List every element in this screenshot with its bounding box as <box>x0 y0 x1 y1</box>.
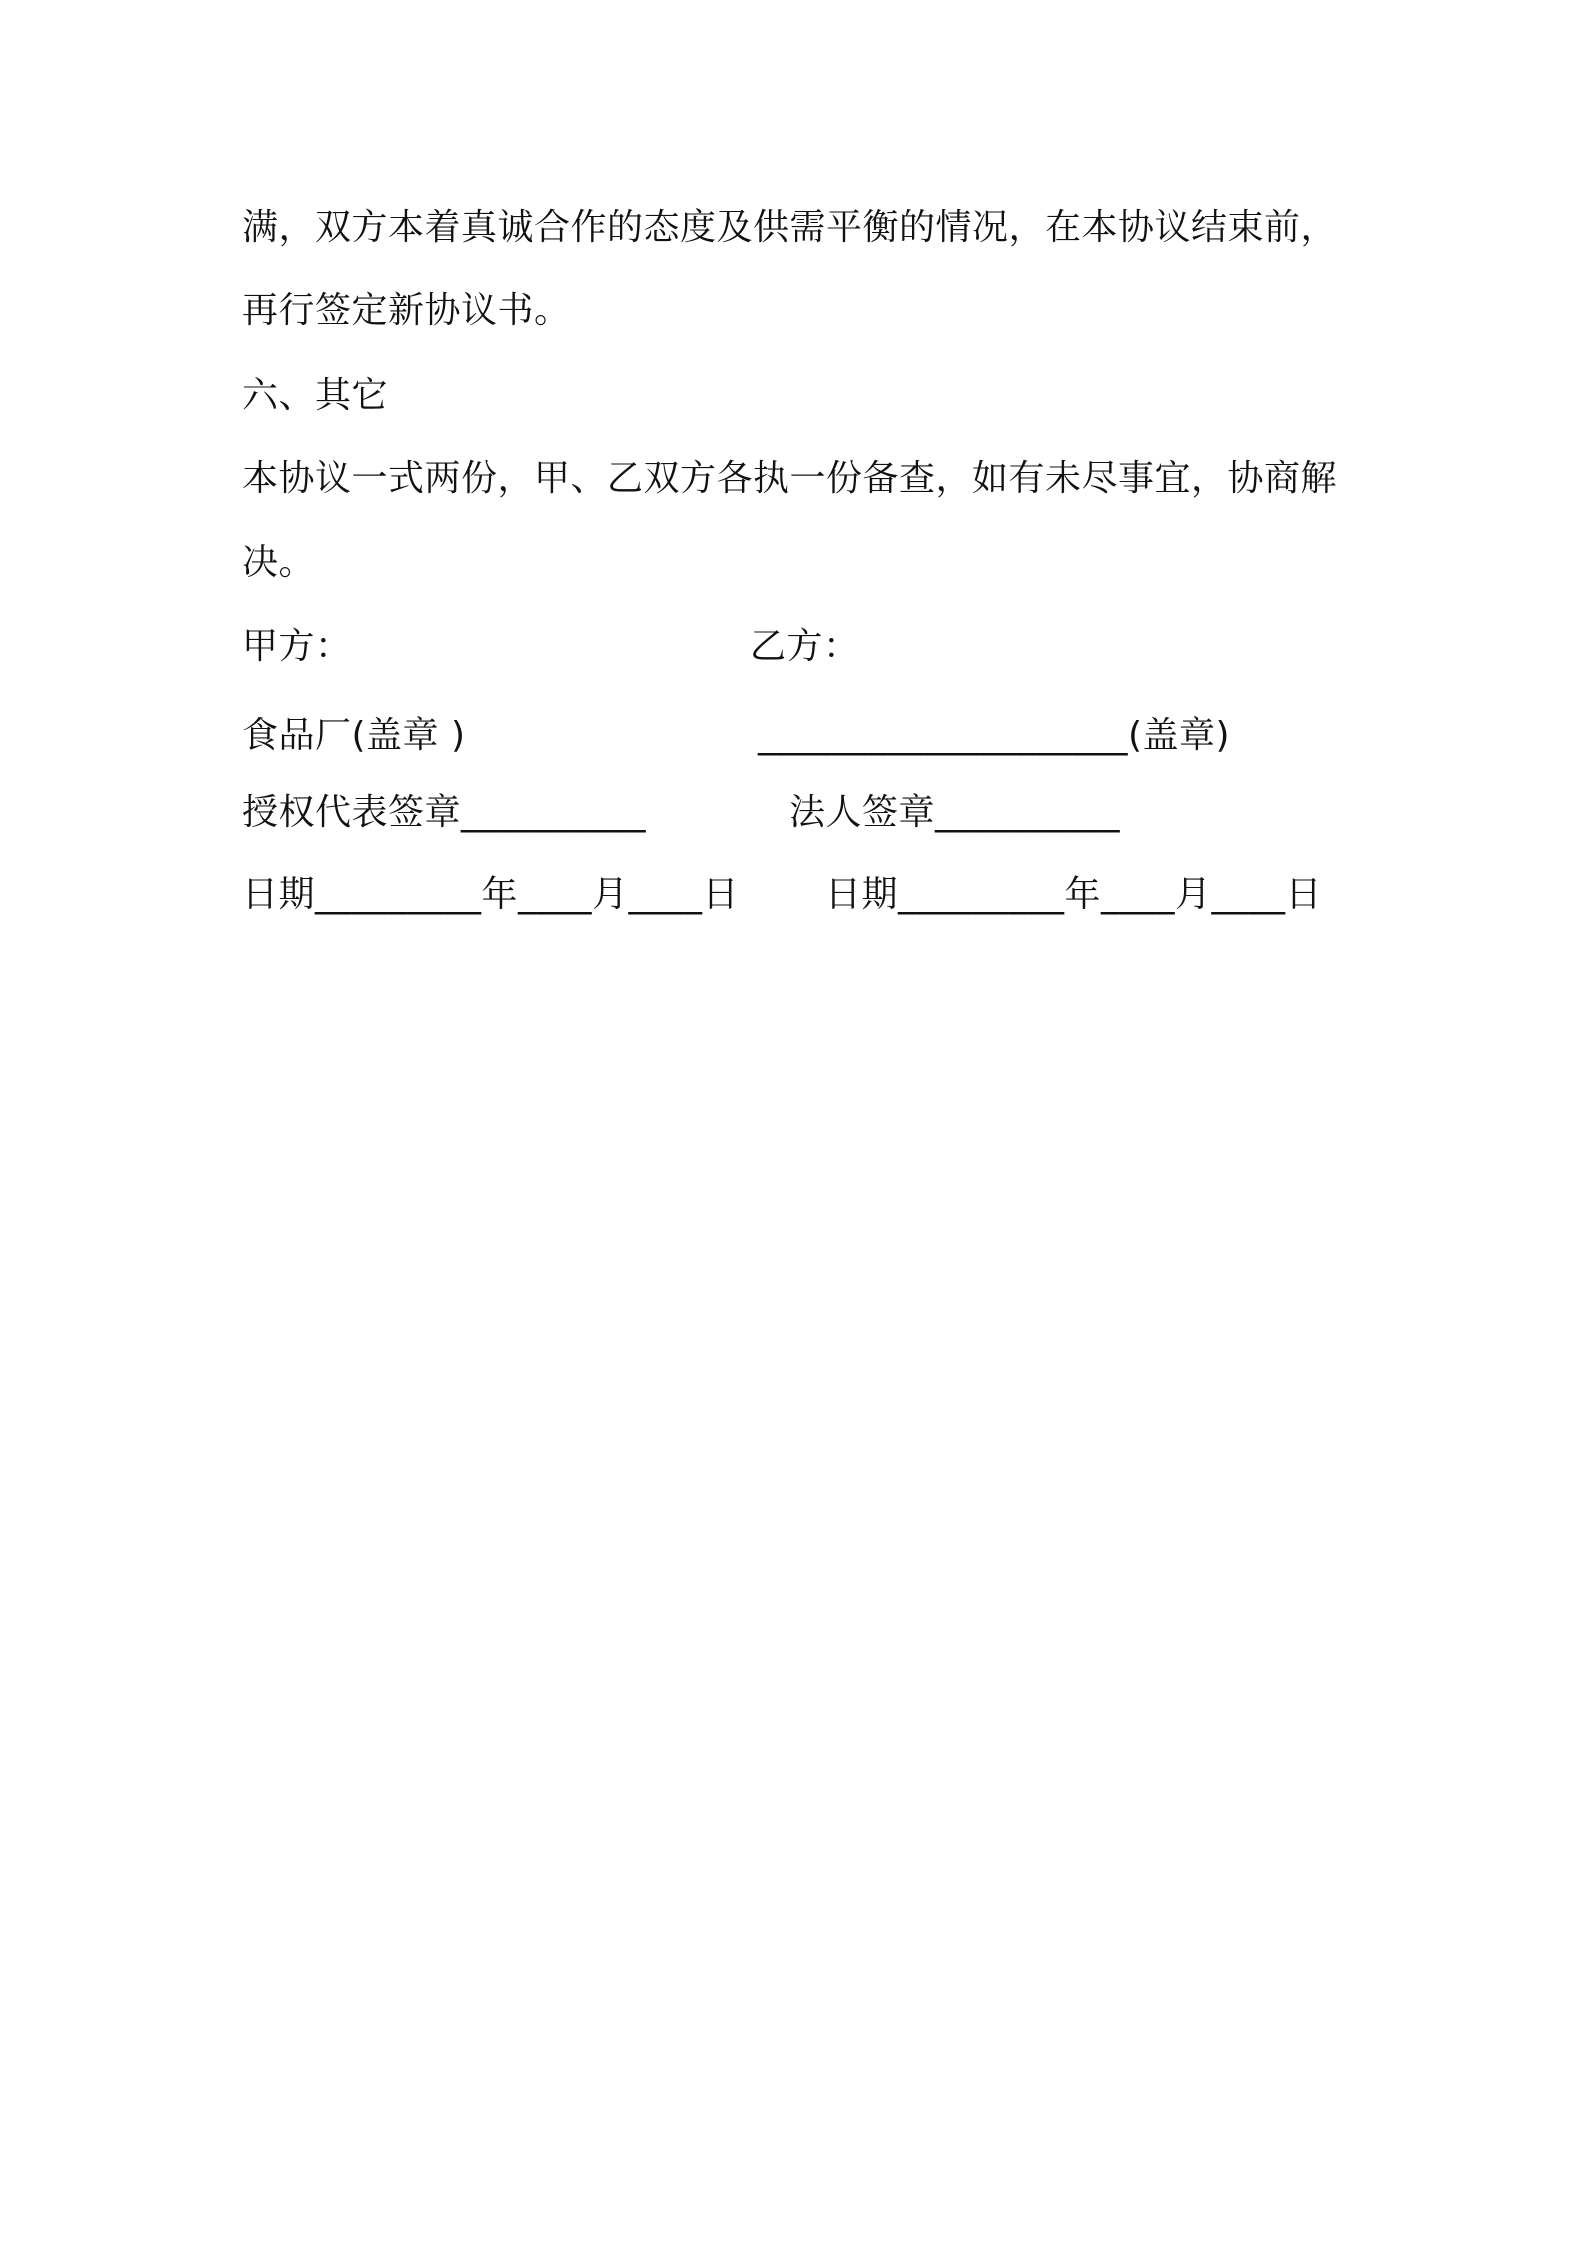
body-text-line: 再行签定新协议书。 <box>242 290 571 331</box>
body-text-line: 决。 <box>242 542 316 583</box>
party-b-signature-line: 法人签章__________ <box>789 792 1121 833</box>
party-a-label: 甲方： <box>242 626 352 667</box>
party-a-entity-seal: 食品厂(盖章 ) <box>242 715 466 756</box>
party-a-date-line: 日期_________年____月____日 <box>242 874 740 915</box>
party-b-entity-seal: ____________________(盖章) <box>758 715 1231 756</box>
party-b-date-line: 日期_________年____月____日 <box>825 874 1323 915</box>
party-b-label: 乙方： <box>750 626 860 667</box>
party-a-signature-line: 授权代表签章__________ <box>242 792 647 833</box>
body-text-line: 本协议一式两份，甲、乙双方各执一份备查，如有未尽事宜，协商解 <box>242 458 1338 499</box>
body-text-line: 满，双方本着真诚合作的态度及供需平衡的情况，在本协议结束前， <box>242 207 1338 248</box>
section-heading: 六、其它 <box>242 375 389 416</box>
